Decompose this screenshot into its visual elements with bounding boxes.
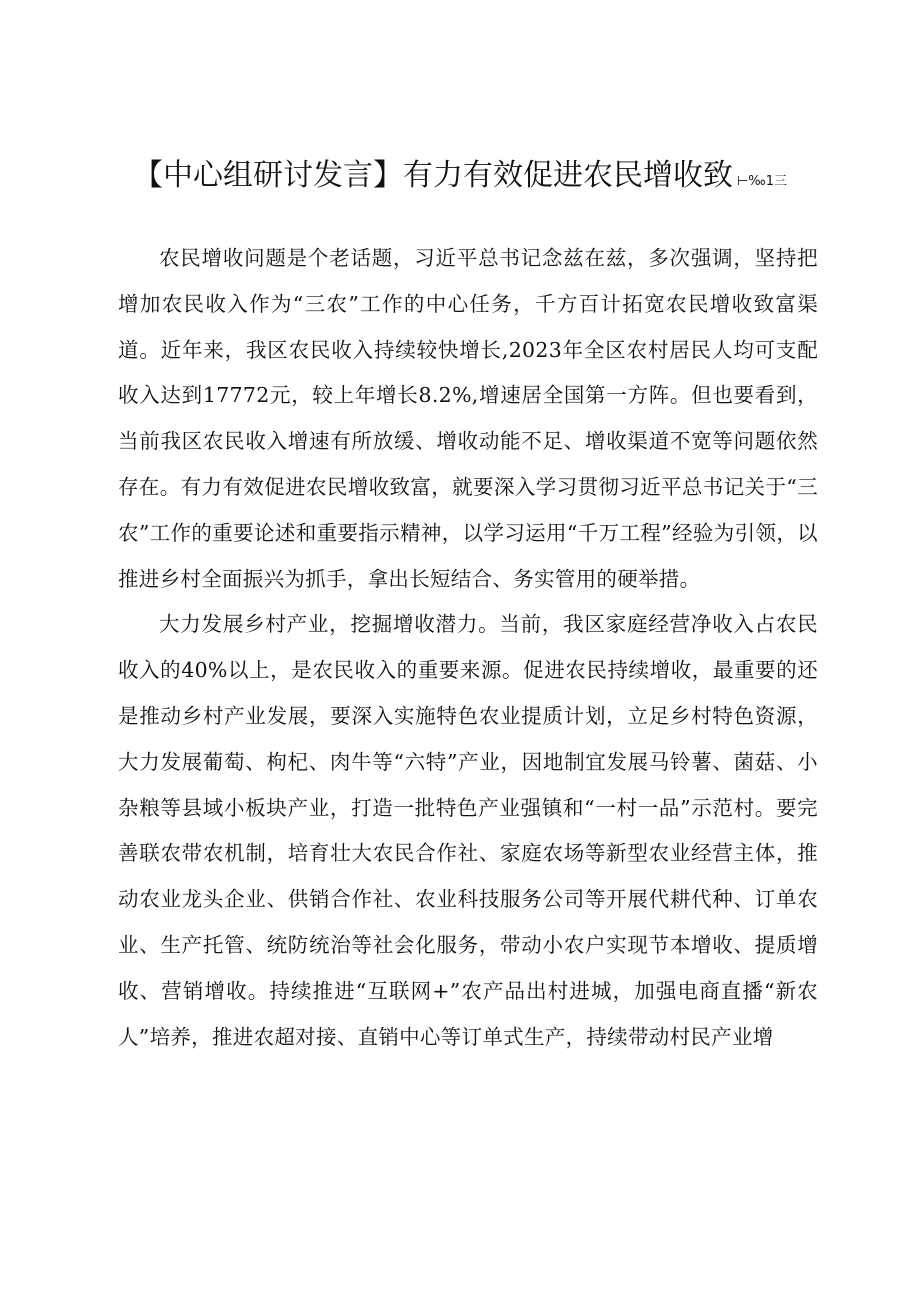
paragraph-2: 大力发展乡村产业，挖掘增收潜力。当前，我区家庭经营净收入占农民收入的40%以上，是农民收入的重要来源。促进农民持续增收，最重要的还是推动乡村产业发展，要深入实施特色农业提质计划，立足乡村特色资源，大力发展葡萄、枸杞、肉牛等“六特”产业，因地制宜发展马铃薯、菌菇、小杂粮等县域小板块产业，打造一批特色产业强镇和“一村一品”示范村。要完善联农带农机制，培育壮大农民合作社、家庭农场等新型农业经营主体，推动农业龙头企业、供销合作社、农业科技服务公司等开展代耕代种、订单农业、生产托管、统防统治等社会化服务，带动小农户实现节本增收、提质增收、营销增收。持续推进“互联网+”农产品出村进城，加强电商直播“新农人”培养，推进农超对接、直销中心等订单式生产，持续带动村民产业增	[118, 612, 818, 1049]
document-title: 【中心组研讨发言】有力有效促进农民增收致	[132, 158, 733, 193]
paragraph-1: 农民增收问题是个老话题，习近平总书记念兹在兹，多次强调，坚持把增加农民收入作为“三农”工作的中心任务，千方百计拓宽农民增收致富渠道。近年来，我区农民收入持续较快增长,2023年全区农村居民人均可支配收入达到17772元，较上年增长8.2%,增速居全国第一方阵。但也要看到，当前我区农民收入增速有所放缓、增收动能不足、增收渠道不宽等问题依然存在。有力有效促进农民增收致富，就要深入学习贯彻习近平总书记关于“三农”工作的重要论述和重要指示精神，以学习运用“千万工程”经验为引领，以推进乡村全面振兴为抓手，拿出长短结合、务实管用的硬举措。	[118, 246, 818, 591]
document-body	[118, 236, 818, 1060]
title-line	[0, 150, 920, 194]
title-suffix: ⊢‰1三	[736, 174, 788, 189]
